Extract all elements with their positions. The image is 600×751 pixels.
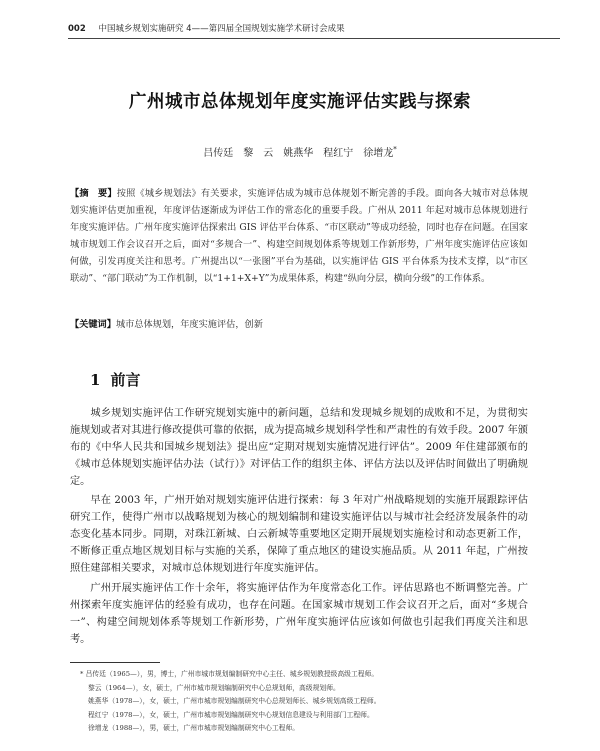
- body-paragraph: 广州开展实施评估工作十余年，将实施评估作为年度常态化工作。评估思路也不断调整完善。广州探索年度实施评估的经验有成功，也存在问题。在国家城市规划工作会议召开之后，面对“多规合一”、构建空间规划体系等规划工作新形势，广州年度实施评估应该如何做也引起我们再度关注和思考。: [70, 583, 528, 646]
- section-number: 1: [90, 371, 101, 389]
- footnote: 姚燕华（1978—），女，硕士，广州市城市规划编制研究中心总规划师长、城乡规划高级工程师。: [88, 697, 381, 705]
- section-heading: [90, 369, 140, 390]
- abstract-label: 【摘 要】: [70, 188, 117, 199]
- body-paragraph: 城乡规划实施评估工作研究规划实施中的新问题，总结和发现城乡规划的成败和不足，为贯彻实施规划或者对其进行修改提供可靠的依据，成为提高城乡规划科学性和严肃性的有效手段。2007 年颁布的《中华人民共和国城乡规划法》提出应“定期对规划实施情况进行评估”。2009 年住建部颁布的《城市总体规划实施评估办法（试行）》对评估工作的组织主体、评估方法以及评估时间做出了明确规定。: [70, 408, 528, 488]
- footnote: 程红宁（1978—），女，硕士，广州市城市规划编制研究中心规划信息建设与利用部门工程师。: [88, 710, 374, 719]
- page-number: 002: [68, 24, 86, 34]
- body-paragraph: 早在 2003 年，广州开始对规划实施评估进行探索：每 3 年对广州战略规划的实施开展跟踪评估研究工作，使得广州市以战略规划为核心的规划编制和建设实施评估以与城市社会经济发展条件的动态变化基本同步。同期，对珠江新城、白云新城等重要地区定期开展规划实施检讨和动态更新工作，不断修正重点地区规划目标与实施的关系，保障了重点地区的建设实施品质。从 2011 年起，广州按照住建部相关要求，对城市总体规划进行年度实施评估。: [70, 495, 528, 575]
- footnote: 徐增龙（1988—），男，硕士，广州市城市规划编制研究中心工程师。: [88, 724, 300, 732]
- footnote-divider: [70, 662, 160, 663]
- abstract: [70, 186, 528, 287]
- footnote: * 吕传廷（1965—），男，博士，广州市城市规划编制研究中心主任、城乡规划教授级高级工程师。: [80, 668, 528, 682]
- author-footnote-mark: *: [393, 145, 397, 154]
- running-title: 中国城乡规划实施研究 4——第四届全国规划实施学术研讨会成果: [98, 24, 345, 34]
- author-line: [0, 144, 600, 159]
- section-title: 前言: [110, 371, 141, 389]
- author-names: 吕传廷 黎 云 姚燕华 程红宁 徐增龙: [203, 148, 394, 159]
- footnotes: [85, 668, 528, 736]
- abstract-text: 按照《城乡规划法》有关要求，实施评估成为城市总体规划不断完善的手段。面向各大城市对总体规划实施评估更加重视，年度评估逐渐成为评估工作的常态化的重要手段。广州从 2011 年起对城市总体规划进行年度实施评估。广州年度实施评估探索出 GIS 评估平台体系、“市区联动”等成功经验，同时也存在问题。在国家城市规划工作会议召开之后，面对“多规合一”、构建空间规划体系等规划工作新形势，广州年度实施评估应该如何做，引发再度关注和思考。广州提出以“一张图”平台为基础，以实施评估 GIS 平台体系为技术支撑，以“市区联动”、“部门联动”为工作机制，以“1+1+X+Y”为成果体系，构建“纵向分层，横向分级”的工作体系。: [70, 188, 529, 284]
- running-header: [68, 22, 560, 34]
- header-divider: [68, 38, 560, 39]
- keywords-text: 城市总体规划，年度实施评估，创新: [115, 319, 263, 330]
- keywords-label: 【关键词】: [70, 319, 116, 330]
- article-title: 广州城市总体规划年度实施评估实践与探索: [129, 92, 471, 112]
- keywords: [70, 318, 528, 332]
- footnote: 黎云（1964—），女，硕士，广州市城市规划编制研究中心总规划师，高级规划师。: [88, 683, 340, 692]
